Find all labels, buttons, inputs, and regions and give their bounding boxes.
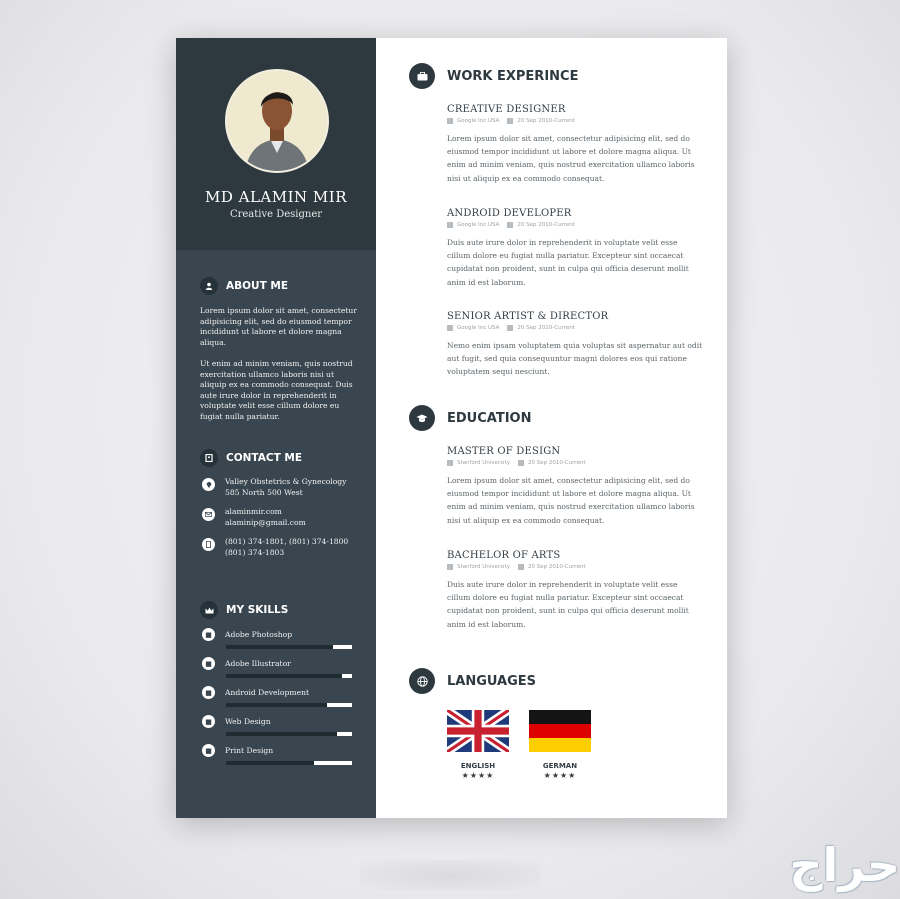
skill-bullet-icon: ■ bbox=[202, 744, 215, 757]
skill-item bbox=[202, 657, 354, 670]
job-description: Lorem ipsum dolor sit amet, consectetur adipisicing elit, sed do eiusmod tempor incididunt ut labore et dolore magna aliqua. Ut enim ad minim veniam, quis nostrud exercitation ullamco laboris nisi ut aliquip ex ea commodo consequat. bbox=[447, 134, 695, 183]
skill-bar-remainder bbox=[333, 645, 352, 649]
about-paragraph-1: Lorem ipsum dolor sit amet, consectetur adipisicing elit, sed do eiusmod tempor incididunt ut labore et dolore magna aliqua. bbox=[200, 306, 357, 347]
briefcase-icon bbox=[409, 63, 435, 89]
contact-web-email bbox=[202, 507, 306, 528]
about-heading bbox=[200, 277, 288, 295]
education-description: Duis aute irure dolor in reprehenderit in voluptate velit esse cillum dolore eu fugiat nulla pariatur. Excepteur sint occaecat cupidatat non proident, sunt in culpa qui officia deserunt mollit anim id est laborum. bbox=[447, 580, 689, 629]
degree-title: BACHELOR OF ARTS bbox=[447, 550, 561, 561]
watermark-logo: حراج bbox=[789, 838, 900, 892]
address-book-icon bbox=[200, 449, 218, 467]
contact-heading-label: CONTACT ME bbox=[226, 452, 303, 464]
education-meta bbox=[447, 460, 703, 466]
skill-item bbox=[202, 628, 354, 641]
skill-bar bbox=[226, 761, 352, 765]
skill-bar-remainder bbox=[314, 761, 352, 765]
languages-heading bbox=[409, 668, 536, 694]
degree-title: MASTER OF DESIGN bbox=[447, 446, 561, 457]
job-date: 20 Sep 2010-Current bbox=[517, 118, 575, 124]
language-rating: ★★★★ bbox=[543, 771, 577, 780]
skill-bar bbox=[226, 674, 352, 678]
school-name: Stanford University bbox=[457, 460, 510, 466]
skill-label: Adobe Illustrator bbox=[225, 659, 291, 668]
skill-label-row bbox=[202, 686, 354, 699]
job-description: Nemo enim ipsam voluptatem quia voluptas sit aspernatur aut odit aut fugit, sed quia consequuntur magni dolores eos qui ratione voluptatem sequi nesciunt. bbox=[447, 341, 703, 377]
job-meta bbox=[447, 118, 703, 124]
education-date: 20 Sep 2010-Current bbox=[527, 460, 586, 466]
calendar-icon bbox=[518, 460, 524, 466]
job-meta bbox=[447, 325, 703, 331]
language-label: ENGLISH bbox=[460, 762, 496, 770]
skill-label: Print Design bbox=[225, 746, 274, 755]
skill-item bbox=[202, 715, 354, 728]
university-icon bbox=[447, 460, 453, 466]
education-meta bbox=[447, 564, 703, 570]
calendar-icon bbox=[507, 222, 513, 228]
job-company: Google Inc USA bbox=[457, 222, 500, 228]
graduation-cap-icon bbox=[409, 405, 435, 431]
skill-bar bbox=[226, 645, 352, 649]
work-heading-label: WORK EXPERINCE bbox=[447, 68, 579, 84]
address-line-2: 585 North 500 West bbox=[225, 487, 303, 497]
skill-bar-remainder bbox=[337, 732, 352, 736]
sheet-reflection bbox=[360, 860, 540, 890]
globe-icon bbox=[409, 668, 435, 694]
calendar-icon bbox=[507, 118, 513, 124]
education-date: 20 Sep 2010-Current bbox=[527, 564, 586, 570]
university-icon bbox=[447, 564, 453, 570]
job-date: 20 Sep 2010-Current bbox=[517, 222, 575, 228]
sidebar bbox=[176, 38, 376, 818]
skill-bullet-icon: ■ bbox=[202, 628, 215, 641]
user-icon bbox=[200, 277, 218, 295]
phone-icon bbox=[202, 538, 215, 551]
skill-label-row bbox=[202, 744, 354, 757]
email-icon bbox=[202, 508, 215, 521]
phone-line-1: (801) 374-1801, (801) 374-1800 bbox=[225, 537, 349, 546]
job-meta bbox=[447, 222, 703, 228]
skill-label-row bbox=[202, 657, 354, 670]
job-title: ANDROID DEVELOPER bbox=[447, 208, 572, 219]
skill-bar bbox=[226, 703, 352, 707]
skill-label-row bbox=[202, 715, 354, 728]
building-icon bbox=[447, 118, 453, 124]
building-icon bbox=[447, 222, 453, 228]
contact-phone bbox=[202, 537, 348, 558]
profile-header bbox=[176, 38, 376, 250]
job-company: Google Inc USA bbox=[457, 118, 500, 124]
skill-bar-level bbox=[226, 674, 342, 678]
job-entry bbox=[447, 208, 703, 289]
skill-bar-level bbox=[226, 761, 314, 765]
skill-item bbox=[202, 686, 354, 699]
contact-heading bbox=[200, 449, 302, 467]
skill-label: Adobe Photoshop bbox=[225, 630, 293, 639]
job-title: SENIOR ARTIST & DIRECTOR bbox=[447, 311, 609, 322]
education-heading bbox=[409, 405, 531, 431]
map-pin-icon bbox=[202, 478, 215, 491]
germany-flag bbox=[529, 710, 591, 752]
website-link[interactable]: alaminmir.com bbox=[225, 507, 282, 516]
skill-bar-level bbox=[226, 732, 337, 736]
resume-sheet bbox=[176, 38, 727, 818]
language-label: GERMAN bbox=[542, 762, 578, 770]
skill-bullet-icon: ■ bbox=[202, 686, 215, 699]
job-entry bbox=[447, 311, 703, 379]
skill-bar-level bbox=[226, 703, 327, 707]
address-line-1: Valley Obstetrics & Gynecology bbox=[225, 477, 347, 486]
phone-line-2: (801) 374-1803 bbox=[225, 547, 285, 557]
job-description: Duis aute irure dolor in reprehenderit in voluptate velit esse cillum dolore eu fugiat nulla pariatur. Excepteur sint occaecat cupidatat non proident, sunt in culpa qui officia deserunt mollit anim id est laborum. bbox=[447, 238, 689, 287]
contact-address bbox=[202, 477, 346, 498]
calendar-icon bbox=[507, 325, 513, 331]
education-entry bbox=[447, 550, 703, 631]
skill-label-row bbox=[202, 628, 354, 641]
uk-flag bbox=[447, 710, 509, 752]
work-heading bbox=[409, 63, 578, 89]
job-title: CREATIVE DESIGNER bbox=[447, 104, 566, 115]
skill-bar-level bbox=[226, 645, 333, 649]
language-rating: ★★★★ bbox=[461, 771, 495, 780]
crown-icon bbox=[200, 601, 218, 619]
profile-photo bbox=[225, 69, 329, 173]
education-heading-label: EDUCATION bbox=[447, 410, 532, 426]
job-date: 20 Sep 2010-Current bbox=[517, 325, 575, 331]
calendar-icon bbox=[518, 564, 524, 570]
skill-bar-remainder bbox=[327, 703, 352, 707]
education-entry bbox=[447, 446, 703, 527]
skill-label: Web Design bbox=[225, 717, 271, 726]
school-name: Stanford University bbox=[457, 564, 510, 570]
job-entry bbox=[447, 104, 703, 185]
skill-bullet-icon: ■ bbox=[202, 715, 215, 728]
skill-bullet-icon: ■ bbox=[202, 657, 215, 670]
skill-bar bbox=[226, 732, 352, 736]
profile-name: MD ALAMIN MIR bbox=[204, 188, 348, 206]
building-icon bbox=[447, 325, 453, 331]
about-paragraph-2: Ut enim ad minim veniam, quis nostrud exercitation ullamco laboris nisi ut aliquip ex ea commodo consequat. Duis aute irure dolor in reprehenderit in voluptate velit esse cillum dolore eu fugiat nulla pariatur. bbox=[200, 359, 353, 421]
education-description: Lorem ipsum dolor sit amet, consectetur adipisicing elit, sed do eiusmod tempor incididunt ut labore et dolore magna aliqua. Ut enim ad minim veniam, quis nostrud exercitation ullamco laboris nisi ut aliquip ex ea commodo consequat. bbox=[447, 476, 695, 525]
profile-title: Creative Designer bbox=[229, 209, 323, 220]
skill-bar-remainder bbox=[342, 674, 352, 678]
email-link[interactable]: alaminip@gmail.com bbox=[225, 517, 306, 527]
job-company: Google Inc USA bbox=[457, 325, 500, 331]
about-heading-label: ABOUT ME bbox=[226, 280, 289, 292]
skills-heading bbox=[200, 601, 288, 619]
skills-heading-label: MY SKILLS bbox=[226, 604, 289, 616]
skill-label: Android Development bbox=[225, 688, 310, 697]
languages-heading-label: LANGUAGES bbox=[447, 673, 537, 689]
skill-item bbox=[202, 744, 354, 757]
